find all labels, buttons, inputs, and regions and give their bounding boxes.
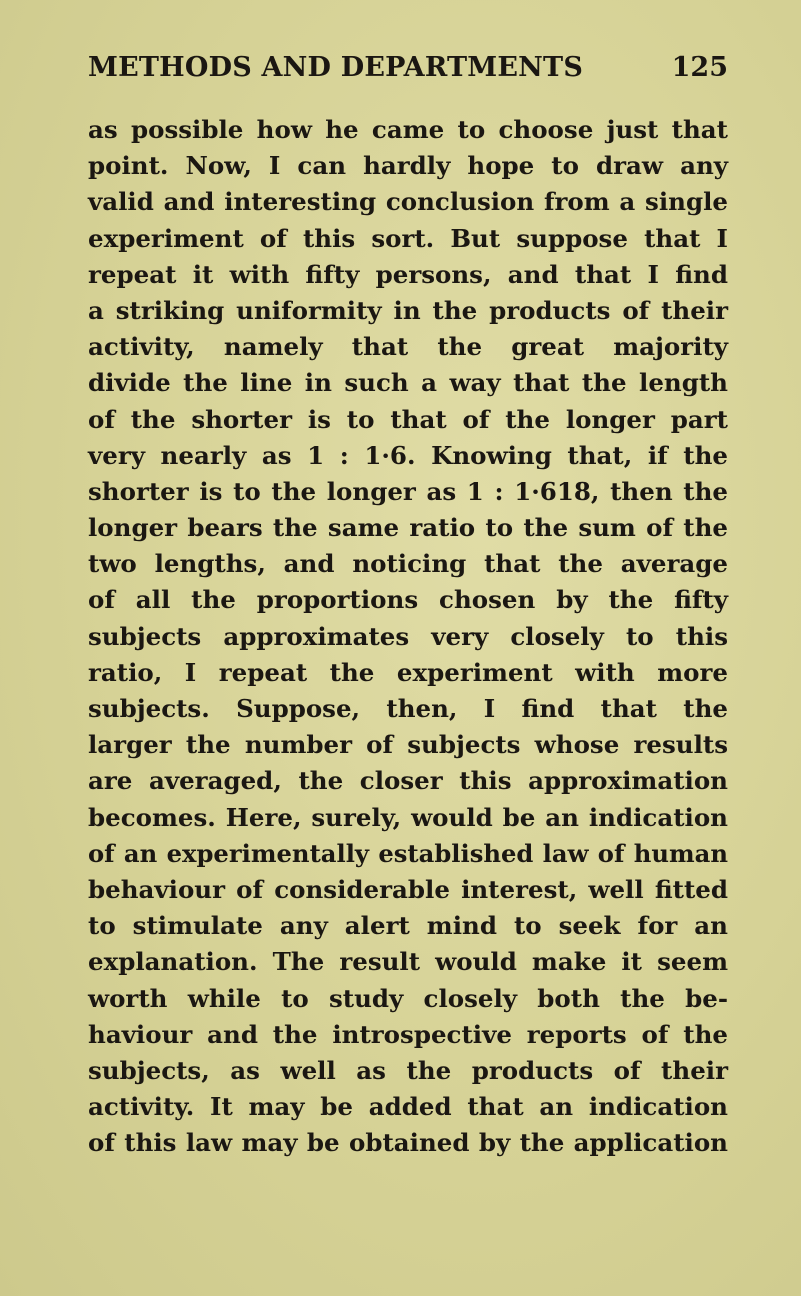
text-line: of the shorter is to that of the longer part	[88, 404, 728, 434]
text-line: subjects approximates very closely to this	[88, 621, 728, 651]
text-line: very nearly as 1 : 1·6. Knowing that, if the	[88, 440, 728, 470]
text-line: haviour and the introspective reports of the	[88, 1019, 728, 1049]
text-line: divide the line in such a way that the length	[88, 368, 728, 398]
text-line: valid and interesting conclusion from a single	[88, 187, 728, 217]
text-line: ratio, I repeat the experiment with more	[88, 657, 728, 687]
page-number: 125	[671, 52, 728, 83]
text-line: repeat it with fifty persons, and that I find	[88, 259, 728, 289]
running-head	[88, 52, 728, 92]
text-line: larger the number of subjects whose results	[88, 730, 728, 760]
text-line: of an experimentally established law of human	[88, 838, 728, 868]
text-line: subjects. Suppose, then, I find that the	[88, 694, 728, 723]
text-line: shorter is to the longer as 1 : 1·618, then the	[88, 476, 728, 506]
text-line: longer bears the same ratio to the sum of the	[88, 513, 728, 543]
text-line: a striking uniformity in the products of their	[88, 295, 728, 325]
text-line: as possible how he came to choose just that	[88, 115, 728, 144]
body-text	[88, 112, 728, 1161]
text-line: activity, namely that the great majority	[88, 332, 728, 362]
text-line: experiment of this sort. But suppose that I	[88, 223, 728, 253]
text-line: of this law may be obtained by the application	[88, 1128, 728, 1158]
text-line: are averaged, the closer this approximation	[88, 766, 728, 796]
text-line: activity. It may be added that an indication	[88, 1092, 728, 1122]
running-head-title: METHODS AND DEPARTMENTS	[88, 52, 584, 83]
text-line: point. Now, I can hardly hope to draw any	[88, 151, 728, 181]
text-line: two lengths, and noticing that the average	[88, 549, 728, 579]
text-line: to stimulate any alert mind to seek for an	[88, 911, 728, 941]
text-line: worth while to study closely both the be-	[88, 983, 728, 1013]
text-line: of all the proportions chosen by the fifty	[88, 585, 728, 615]
text-line: subjects, as well as the products of their	[88, 1055, 728, 1085]
text-line: behaviour of considerable interest, well fitted	[88, 874, 728, 904]
text-line: becomes. Here, surely, would be an indication	[88, 802, 728, 832]
text-line: explanation. The result would make it seem	[88, 947, 728, 977]
